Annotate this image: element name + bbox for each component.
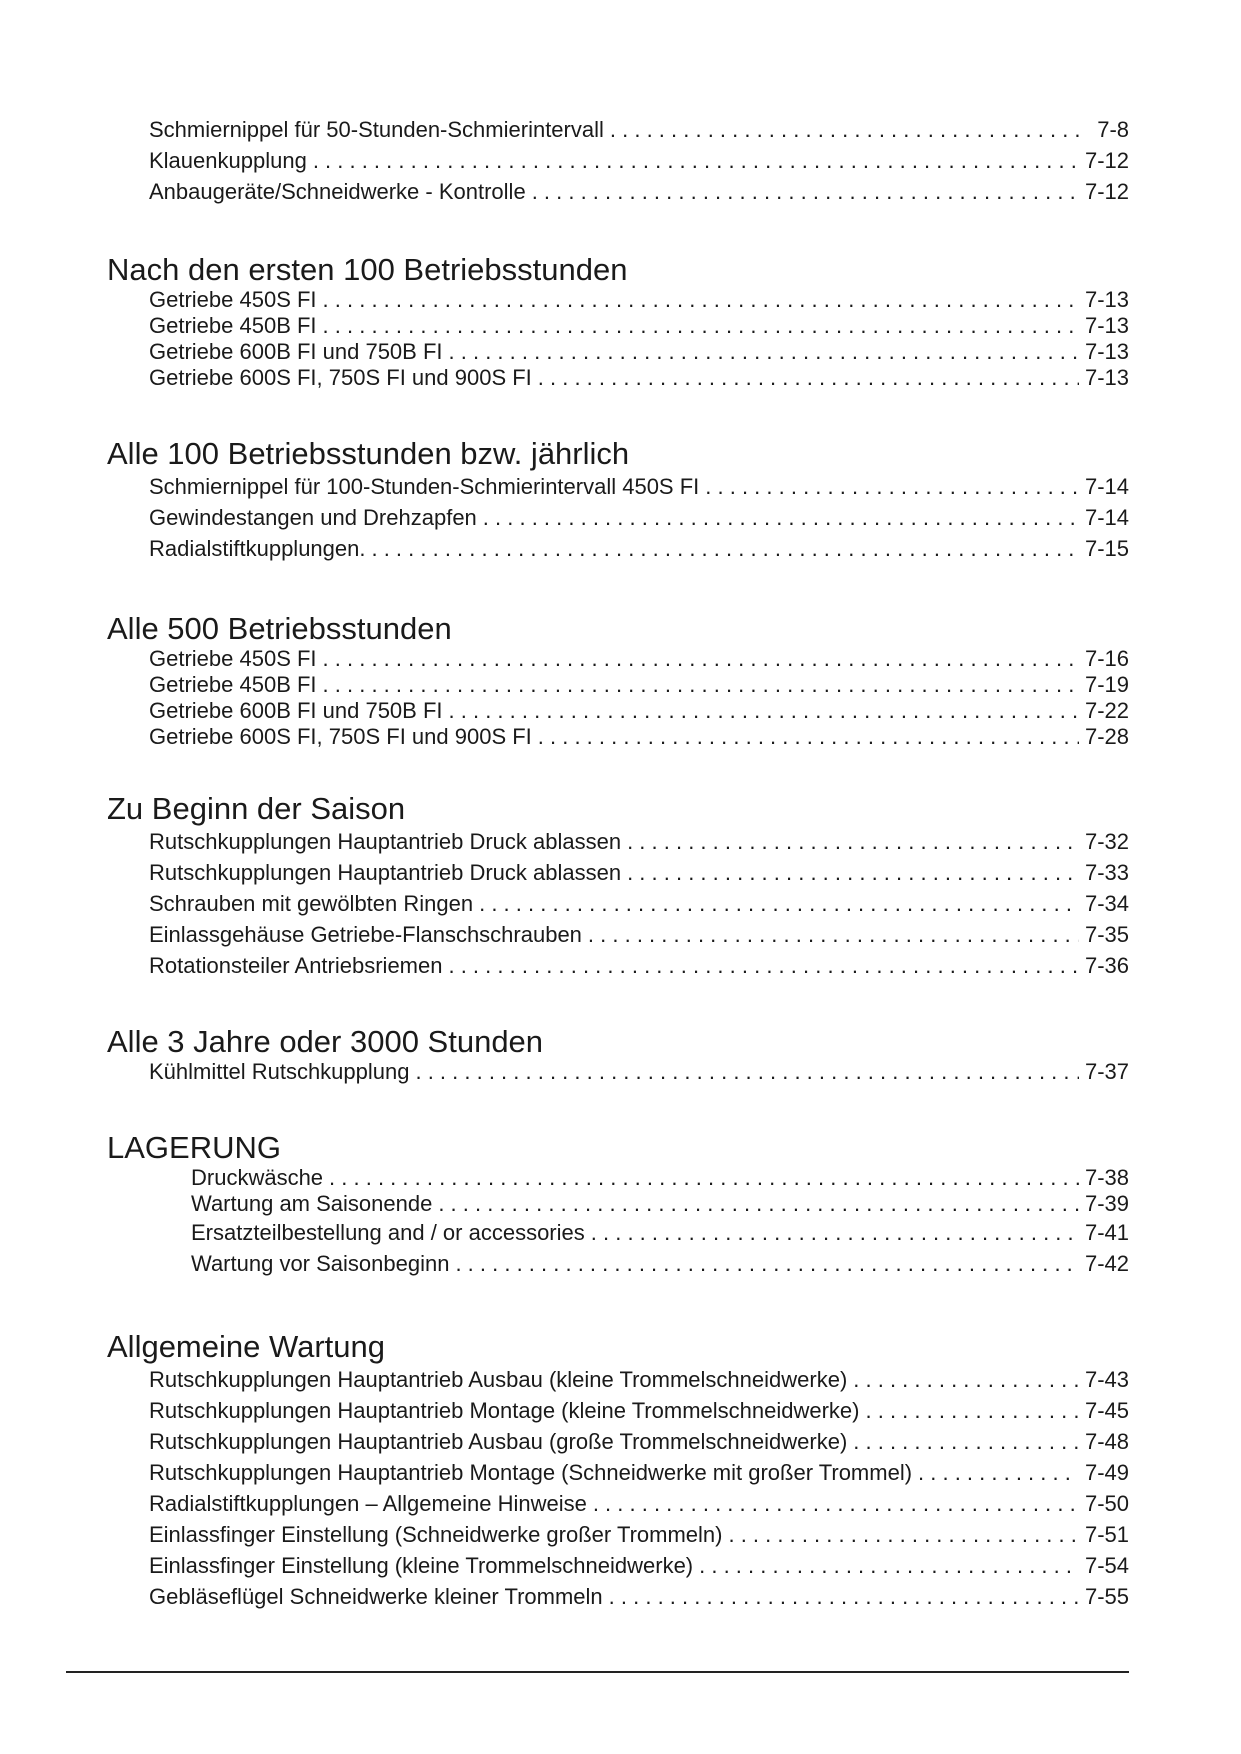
toc-entry-title: Ersatzteilbestellung and / or accessories [191, 1220, 585, 1245]
toc-section [107, 1025, 1129, 1085]
toc-entry-list [107, 1165, 1129, 1279]
toc-entry-title: Einlassfinger Einstellung (kleine Trommelschneidwerke) [149, 1553, 694, 1578]
toc-entry-page: 7-32 [1084, 829, 1129, 854]
toc-entry-list [107, 287, 1129, 391]
toc-entry-title: Getriebe 600S FI, 750S FI und 900S FI [149, 365, 532, 390]
dot-leader [866, 1395, 1079, 1426]
toc-entry-page: 7-48 [1084, 1429, 1129, 1454]
toc-entry-page: 7-42 [1084, 1251, 1129, 1276]
toc-entry-title: Schrauben mit gewölbten Ringen [149, 891, 474, 916]
toc-entry[interactable] [107, 145, 1129, 176]
toc-entry-page: 7-37 [1084, 1059, 1129, 1084]
section-heading: Alle 100 Betriebsstunden bzw. jährlich [107, 436, 630, 471]
toc-section [107, 792, 1129, 981]
toc-entry-page: 7-8 [1097, 117, 1129, 142]
dot-leader [627, 857, 1079, 888]
toc-entry[interactable] [107, 1364, 1129, 1395]
toc-entry-title: Gebläseflügel Schneidwerke kleiner Trommeln [149, 1584, 603, 1609]
toc-entry-page: 7-36 [1084, 953, 1129, 978]
toc-entry-title: Radialstiftkupplungen – Allgemeine Hinweise [149, 1491, 587, 1516]
toc-entry[interactable] [107, 1059, 1129, 1085]
dot-leader [538, 724, 1079, 750]
dot-leader [728, 1519, 1078, 1550]
toc-entry[interactable] [107, 365, 1129, 391]
dot-leader [313, 145, 1079, 176]
toc-entry-title: Rotationsteiler Antriebsriemen [149, 953, 443, 978]
toc-entry-title: Schmiernippel für 100-Stunden-Schmierintervall 450S FI [149, 474, 700, 499]
toc-entry[interactable] [107, 1488, 1129, 1519]
dot-leader [918, 1457, 1079, 1488]
dot-leader [591, 1217, 1079, 1248]
toc-entry-page: 7-45 [1084, 1398, 1129, 1423]
toc-entry[interactable] [107, 888, 1129, 919]
toc-entry-page: 7-13 [1084, 339, 1129, 364]
toc-entry-title: Getriebe 600S FI, 750S FI und 900S FI [149, 724, 532, 749]
toc-entry-title: Anbaugeräte/Schneidwerke - Kontrolle [149, 179, 526, 204]
dot-leader [323, 646, 1079, 672]
toc-entry-page: 7-38 [1084, 1165, 1129, 1190]
toc-entry-page: 7-13 [1084, 287, 1129, 312]
dot-leader [455, 1248, 1079, 1279]
toc-entry-page: 7-43 [1084, 1367, 1129, 1392]
toc-section [107, 253, 1129, 391]
toc-entry-page: 7-14 [1084, 474, 1129, 499]
toc-entry-title: Einlassfinger Einstellung (Schneidwerke großer Trommeln) [149, 1522, 723, 1547]
dot-leader [483, 502, 1079, 533]
toc-entry-page: 7-39 [1084, 1191, 1129, 1216]
toc-entry-list [107, 1059, 1129, 1085]
dot-leader [323, 287, 1079, 313]
toc-entry-title: Klauenkupplung [149, 148, 307, 173]
dot-leader [448, 950, 1078, 981]
toc-entry[interactable] [107, 1217, 1129, 1248]
toc-entry-title: Wartung am Saisonende [191, 1191, 433, 1216]
dot-leader [627, 826, 1079, 857]
dot-leader [449, 339, 1079, 365]
dot-leader [532, 176, 1079, 207]
toc-entry-page: 7-28 [1084, 724, 1129, 749]
toc-section [107, 1131, 1129, 1279]
toc-entry-list [107, 1364, 1129, 1612]
toc-entry[interactable] [107, 698, 1129, 724]
toc-entry[interactable] [107, 1457, 1129, 1488]
dot-leader [323, 672, 1079, 698]
section-heading: Allgemeine Wartung [107, 1329, 385, 1364]
toc-entry-page: 7-54 [1084, 1553, 1129, 1578]
toc-entry-list [107, 826, 1129, 981]
toc-entry-page: 7-35 [1084, 922, 1129, 947]
dot-leader [699, 1550, 1079, 1581]
toc-entry-title: Gewindestangen und Drehzapfen [149, 505, 477, 530]
toc-section [107, 437, 1129, 564]
toc-entry[interactable] [107, 287, 1129, 313]
dot-leader [449, 698, 1079, 724]
toc-entry[interactable] [107, 1165, 1129, 1191]
dot-leader [593, 1488, 1079, 1519]
toc-entry-title: Getriebe 600B FI und 750B FI [149, 339, 443, 364]
toc-entry-list [107, 471, 1129, 564]
section-heading: LAGERUNG [107, 1130, 281, 1165]
dot-leader [610, 114, 1079, 145]
toc-entry-title: Getriebe 600B FI und 750B FI [149, 698, 443, 723]
toc-entry-page: 7-50 [1084, 1491, 1129, 1516]
toc-entry-page: 7-12 [1084, 179, 1129, 204]
dot-leader [609, 1581, 1079, 1612]
toc-entry-title: Getriebe 450B FI [149, 672, 317, 697]
toc-entry-title: Rutschkupplungen Hauptantrieb Ausbau (kleine Trommelschneidwerke) [149, 1367, 848, 1392]
toc-entry-page: 7-41 [1084, 1220, 1129, 1245]
toc-entry[interactable] [107, 826, 1129, 857]
toc-entry-title: Rutschkupplungen Hauptantrieb Ausbau (große Trommelschneidwerke) [149, 1429, 848, 1454]
section-heading: Alle 3 Jahre oder 3000 Stunden [107, 1024, 544, 1059]
dot-leader [438, 1191, 1079, 1217]
toc-entry[interactable] [107, 502, 1129, 533]
dot-leader [479, 888, 1079, 919]
toc-entry[interactable] [107, 1519, 1129, 1550]
toc-entry-page: 7-14 [1084, 505, 1129, 530]
toc-entry[interactable] [107, 1550, 1129, 1581]
toc-entry[interactable] [107, 533, 1129, 564]
toc-entry-title: Schmiernippel für 50-Stunden-Schmierintervall [149, 117, 604, 142]
dot-leader [415, 1059, 1078, 1085]
toc-section-continuation [107, 114, 1129, 207]
toc-entry-page: 7-13 [1084, 313, 1129, 338]
toc-entry-page: 7-19 [1084, 672, 1129, 697]
toc-entry[interactable] [107, 1248, 1129, 1279]
dot-leader [329, 1165, 1079, 1191]
toc-section [107, 1330, 1129, 1612]
toc-entry[interactable] [107, 1191, 1129, 1217]
toc-entry[interactable] [107, 114, 1129, 145]
footer-divider [66, 1671, 1129, 1673]
toc-entry-title: Radialstiftkupplungen. [149, 536, 366, 561]
dot-leader [705, 471, 1079, 502]
toc-entry-title: Getriebe 450S FI [149, 646, 317, 671]
toc-entry-title: Druckwäsche [191, 1165, 324, 1190]
toc-entry-list [107, 114, 1129, 207]
toc-entry-page: 7-51 [1084, 1522, 1129, 1547]
toc-entry-title: Kühlmittel Rutschkupplung [149, 1059, 410, 1084]
toc-entry-title: Getriebe 450B FI [149, 313, 317, 338]
toc-entry[interactable] [107, 857, 1129, 888]
toc-entry-title: Rutschkupplungen Hauptantrieb Montage (kleine Trommelschneidwerke) [149, 1398, 860, 1423]
section-heading: Zu Beginn der Saison [107, 791, 406, 826]
toc-entry[interactable] [107, 1581, 1129, 1612]
section-heading: Alle 500 Betriebsstunden [107, 611, 452, 646]
toc-entry-page: 7-16 [1084, 646, 1129, 671]
dot-leader [371, 533, 1078, 564]
toc-entry-page: 7-13 [1084, 365, 1129, 390]
toc-section [107, 612, 1129, 750]
dot-leader [588, 919, 1079, 950]
toc-entry-page: 7-34 [1084, 891, 1129, 916]
toc-entry-list [107, 646, 1129, 750]
toc-entry[interactable] [107, 919, 1129, 950]
toc-entry[interactable] [107, 471, 1129, 502]
dot-leader [538, 365, 1079, 391]
toc-entry[interactable] [107, 1395, 1129, 1426]
toc-entry[interactable] [107, 646, 1129, 672]
toc-entry-title: Wartung vor Saisonbeginn [191, 1251, 450, 1276]
toc-entry-page: 7-55 [1084, 1584, 1129, 1609]
toc-entry-page: 7-49 [1084, 1460, 1129, 1485]
toc-entry[interactable] [107, 313, 1129, 339]
toc-entry[interactable] [107, 176, 1129, 207]
dot-leader [853, 1426, 1079, 1457]
toc-entry[interactable] [107, 950, 1129, 981]
dot-leader [323, 313, 1079, 339]
toc-entry-title: Rutschkupplungen Hauptantrieb Druck ablassen [149, 829, 622, 854]
toc-entry-title: Rutschkupplungen Hauptantrieb Druck ablassen [149, 860, 622, 885]
toc-entry[interactable] [107, 672, 1129, 698]
section-heading: Nach den ersten 100 Betriebsstunden [107, 252, 628, 287]
toc-entry-page: 7-33 [1084, 860, 1129, 885]
toc-entry-page: 7-12 [1084, 148, 1129, 173]
toc-entry-title: Rutschkupplungen Hauptantrieb Montage (Schneidwerke mit großer Trommel) [149, 1460, 913, 1485]
toc-entry[interactable] [107, 339, 1129, 365]
toc-entry-page: 7-15 [1084, 536, 1129, 561]
toc-entry[interactable] [107, 724, 1129, 750]
dot-leader [853, 1364, 1079, 1395]
toc-entry-title: Einlassgehäuse Getriebe-Flanschschrauben [149, 922, 582, 947]
toc-entry-page: 7-22 [1084, 698, 1129, 723]
toc-entry-title: Getriebe 450S FI [149, 287, 317, 312]
toc-entry[interactable] [107, 1426, 1129, 1457]
